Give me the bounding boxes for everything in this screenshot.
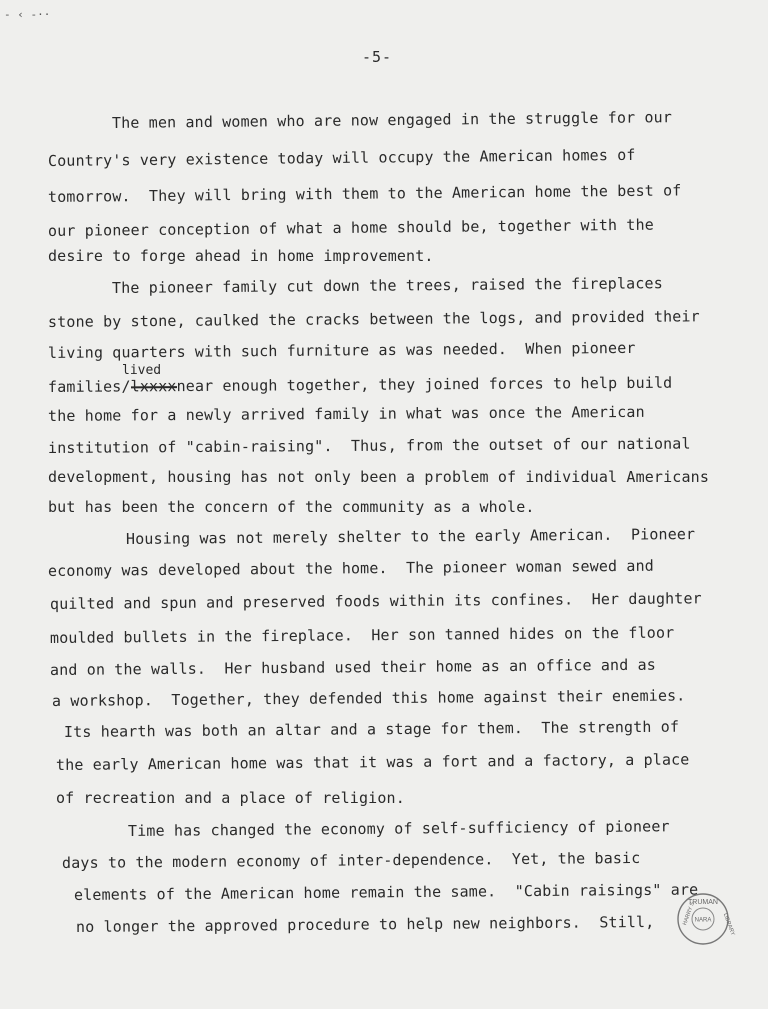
text-line: development, housing has not only been a problem of individual Americans (48, 468, 710, 486)
text-line: Its hearth was both an altar and a stage for them. The strength of (63, 717, 680, 741)
text-line: quilted and spun and preserved foods within its confines. Her daughter (49, 589, 702, 613)
text-line: but has been the concern of the community as a whole. (48, 498, 535, 516)
text-line: a workshop. Together, they defended this home against their enemies. (51, 686, 686, 710)
page-number: -5- (362, 48, 393, 66)
text-line: institution of "cabin-raising". Thus, from the outset of our national (47, 434, 691, 457)
text-line: elements of the American home remain the same. "Cabin raisings" are (73, 880, 699, 904)
text-line: stone by stone, caulked the cracks between the logs, and provided their (47, 307, 700, 331)
text-line: The men and women who are now engaged in the struggle for our (111, 108, 673, 132)
edited-line-before: families/ (47, 377, 131, 396)
edited-text-line (48, 374, 672, 396)
text-line: the early American home was that it was a fort and a factory, a place (55, 750, 690, 774)
text-line: The pioneer family cut down the trees, raised the fireplaces (111, 274, 663, 297)
text-line: our pioneer conception of what a home should be, together with the (47, 215, 654, 240)
stamp-center-text: NARA (694, 917, 712, 924)
text-line: days to the modern economy of inter-dependence. Yet, the basic (61, 848, 641, 872)
text-line: no longer the approved procedure to help new neighbors. Still, (75, 912, 655, 936)
struck-out-word: lxxxx (130, 377, 177, 396)
corner-mark: - ‹ -·· (4, 8, 51, 21)
text-line: living quarters with such furniture as was needed. When pioneer (47, 338, 636, 362)
handwritten-insert: lived (122, 363, 162, 378)
text-line: and on the walls. Her husband used their home as an office and as (49, 655, 656, 679)
text-line: tomorrow. They will bring with them to the American home the best of (47, 181, 682, 206)
text-line: economy was developed about the home. The pioneer woman sewed and (47, 556, 654, 580)
text-line: Time has changed the economy of self-sufficiency of pioneer (127, 817, 670, 840)
stamp-left-text: HARRY S. (682, 899, 697, 927)
text-line: Housing was not merely shelter to the early American. Pioneer (125, 525, 696, 548)
text-line: desire to forge ahead in home improvement. (48, 247, 434, 265)
edited-line-after: near enough together, they joined forces to help build (176, 373, 673, 396)
text-line: Country's very existence today will occupy the American homes of (47, 145, 636, 170)
text-line: of recreation and a place of religion. (56, 789, 405, 807)
stamp-right-text: LIBRARY (721, 912, 736, 937)
stamp-top-text: TRUMAN (688, 899, 718, 906)
text-line: the home for a newly arrived family in what was once the American (47, 402, 645, 425)
archive-stamp-icon (676, 892, 736, 946)
text-line: moulded bullets in the fireplace. Her son tanned hides on the floor (49, 623, 675, 647)
